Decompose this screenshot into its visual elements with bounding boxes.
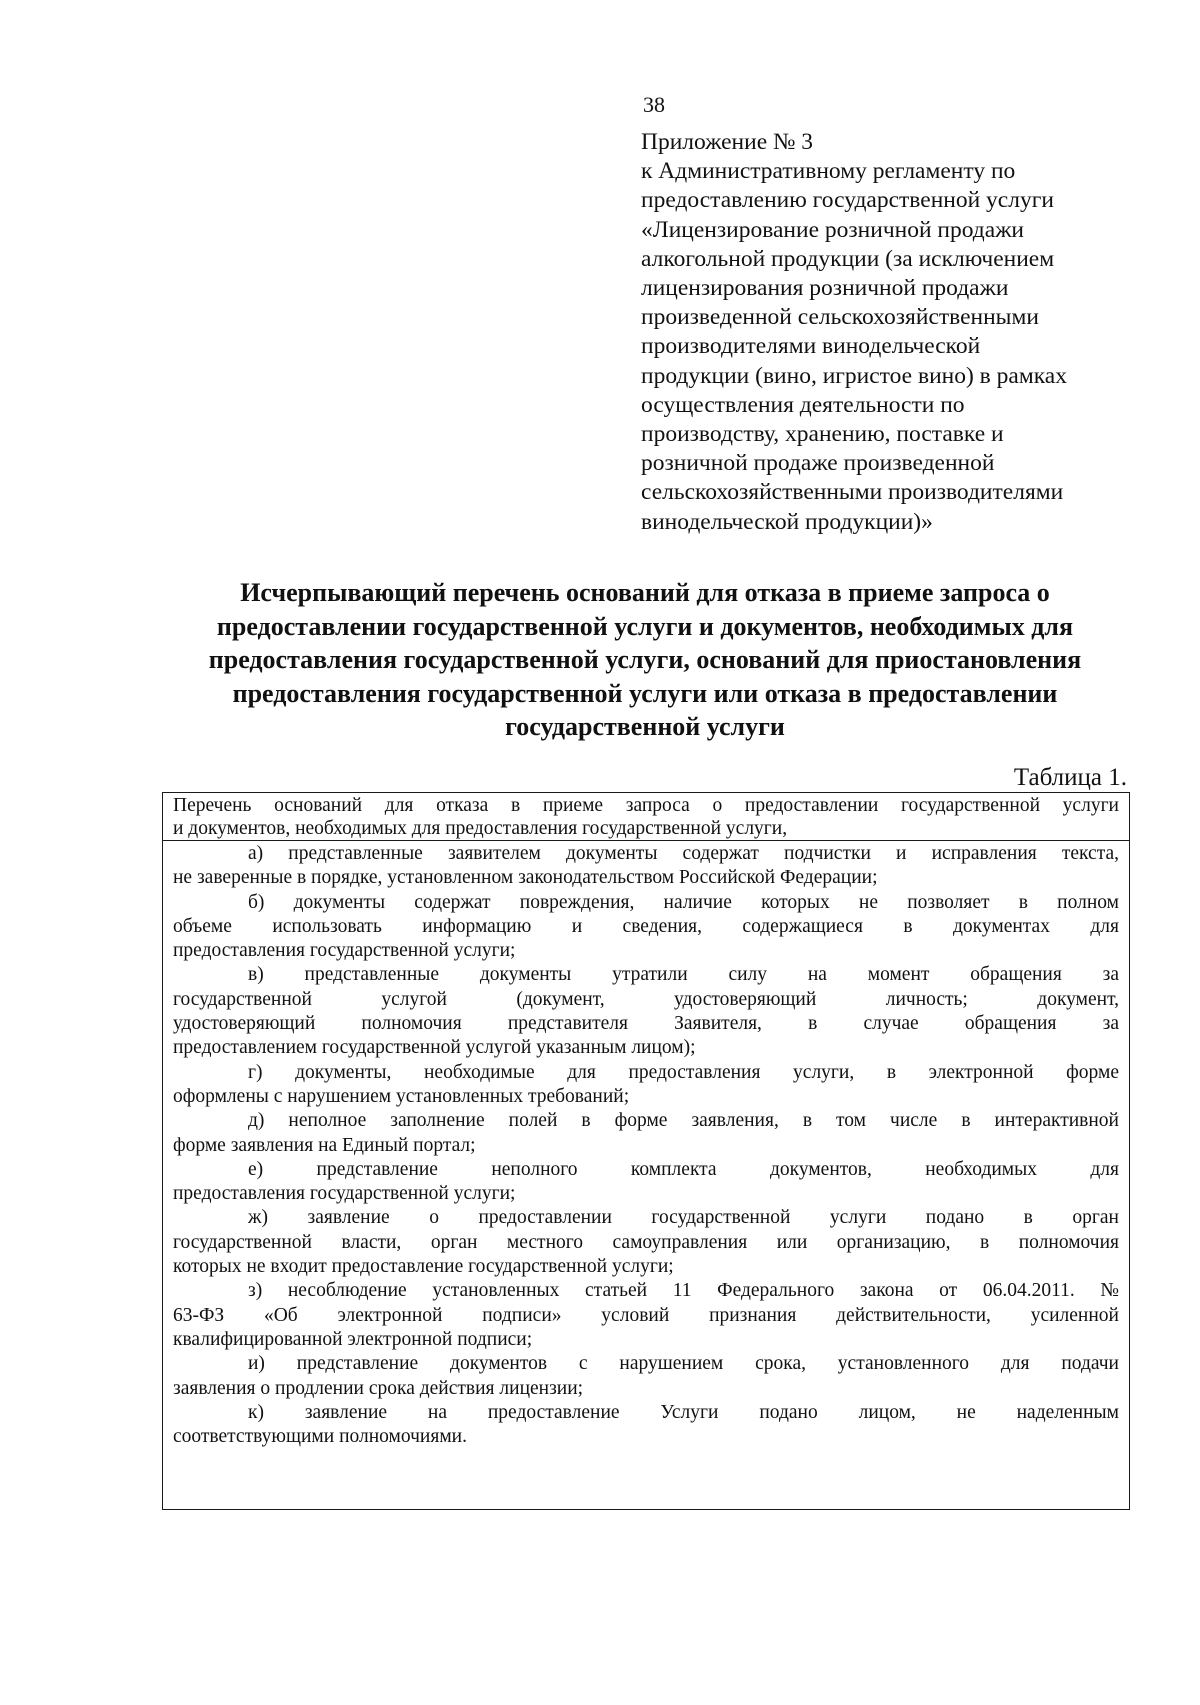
ground-item-a — [173, 842, 1119, 891]
table-header-line: Перечень оснований для отказа в приеме запроса о предоставлении государственной услуги — [173, 795, 1119, 816]
page-number: 38 — [643, 92, 665, 117]
appendix-line: винодельческой продукции)» — [641, 508, 933, 535]
appendix-line: «Лицензирование розничной продажи — [641, 216, 1025, 243]
appendix-line: к Административному регламенту по — [641, 158, 1016, 185]
item-line: а) представленные заявителем документы содержат подчистки и исправления текста, — [248, 843, 1119, 864]
appendix-line: Приложение № 3 — [641, 129, 814, 155]
appendix-line: продукции (вино, игристое вино) в рамках — [641, 362, 1067, 389]
table-caption: Таблица 1. — [1013, 764, 1127, 791]
appendix-line: розничной продаже произведенной — [641, 450, 995, 477]
item-line: и) представление документов с нарушением срока, установленного для подачи — [248, 1353, 1119, 1375]
appendix-reference — [641, 128, 1141, 537]
table-body-cell — [163, 842, 1129, 1449]
heading-line: государственной услуги — [505, 712, 785, 741]
heading-line: предоставления государственной услуги, оснований для приостановления — [208, 645, 1082, 674]
ground-item-g — [173, 1061, 1119, 1110]
item-line: удостоверяющий полномочия представителя Заявителя, в случае обращения за — [173, 1013, 1119, 1035]
ground-item-v — [173, 963, 1119, 1060]
table-header-cell — [163, 793, 1129, 841]
item-line: оформлены с нарушением установленных требований; — [173, 1085, 630, 1107]
appendix-line: осуществления деятельности по — [641, 391, 965, 418]
item-line: е) представление неполного комплекта документов, необходимых для — [248, 1158, 1119, 1180]
item-line: которых не входит предоставление государственной услуги; — [173, 1256, 674, 1278]
ground-item-zh — [173, 1206, 1119, 1279]
ground-item-i — [173, 1352, 1119, 1401]
item-line: не заверенные в порядке, установленном законодательством Российской Федерации; — [173, 867, 878, 889]
ground-item-d — [173, 1109, 1119, 1158]
heading-line: Исчерпывающий перечень оснований для отказа в приеме запроса о — [240, 578, 1050, 607]
item-line: д) неполное заполнение полей в форме заявления, в том числе в интерактивной — [248, 1110, 1119, 1132]
item-line: предоставления государственной услуги; — [173, 940, 516, 962]
item-line: государственной услугой (документ, удостоверяющий личность; документ, — [173, 988, 1119, 1010]
heading-line: предоставлении государственной услуги и документов, необходимых для — [216, 611, 1074, 641]
item-line: в) представленные документы утратили силу на момент обращения за — [248, 964, 1119, 986]
item-line: з) несоблюдение установленных статьей 11 Федерального закона от 06.04.2011. № — [248, 1280, 1119, 1302]
item-line: предоставлением государственной услугой указанным лицом); — [173, 1037, 696, 1059]
heading-line: предоставления государственной услуги или отказа в предоставлении — [232, 678, 1058, 708]
item-line: предоставления государственной услуги; — [173, 1183, 516, 1205]
item-line: объеме использовать информацию и сведения, содержащиеся в документах для — [173, 915, 1119, 937]
item-line: г) документы, необходимые для предоставления услуги, в электронной форме — [248, 1061, 1119, 1083]
item-line: ж) заявление о предоставлении государственной услуги подано в орган — [248, 1207, 1119, 1229]
ground-item-z — [173, 1279, 1119, 1352]
ground-item-b — [173, 891, 1119, 964]
grounds-table — [162, 792, 1130, 1510]
item-line: квалифицированной электронной подписи; — [173, 1328, 533, 1350]
item-line: соответствующими полномочиями. — [173, 1426, 467, 1448]
item-line: заявления о продлении срока действия лицензии; — [173, 1377, 584, 1399]
table-header-line: и документов, необходимых для предоставления государственной услуги, — [173, 817, 788, 839]
appendix-line: производителями винодельческой — [641, 333, 981, 360]
ground-item-k — [173, 1401, 1119, 1450]
item-line: б) документы содержат повреждения, наличие которых не позволяет в полном — [248, 891, 1119, 913]
ground-item-e — [173, 1158, 1119, 1207]
appendix-line: алкогольной продукции (за исключением — [641, 245, 1055, 272]
item-line: к) заявление на предоставление Услуги подано лицом, не наделенным — [248, 1401, 1119, 1423]
appendix-line: сельскохозяйственными производителями — [641, 479, 1064, 506]
item-line: 63-ФЗ «Об электронной подписи» условий признания действительности, усиленной — [173, 1304, 1119, 1326]
appendix-line: предоставлению государственной услуги — [641, 187, 1054, 214]
document-heading — [150, 576, 1140, 744]
appendix-line: лицензирования розничной продажи — [641, 275, 1009, 302]
appendix-line: произведенной сельскохозяйственными — [641, 304, 1039, 331]
item-line: государственной власти, орган местного самоуправления или организацию, в полномочия — [173, 1231, 1119, 1253]
appendix-line: производству, хранению, поставке и — [641, 421, 1004, 448]
item-line: форме заявления на Единый портал; — [173, 1134, 476, 1156]
